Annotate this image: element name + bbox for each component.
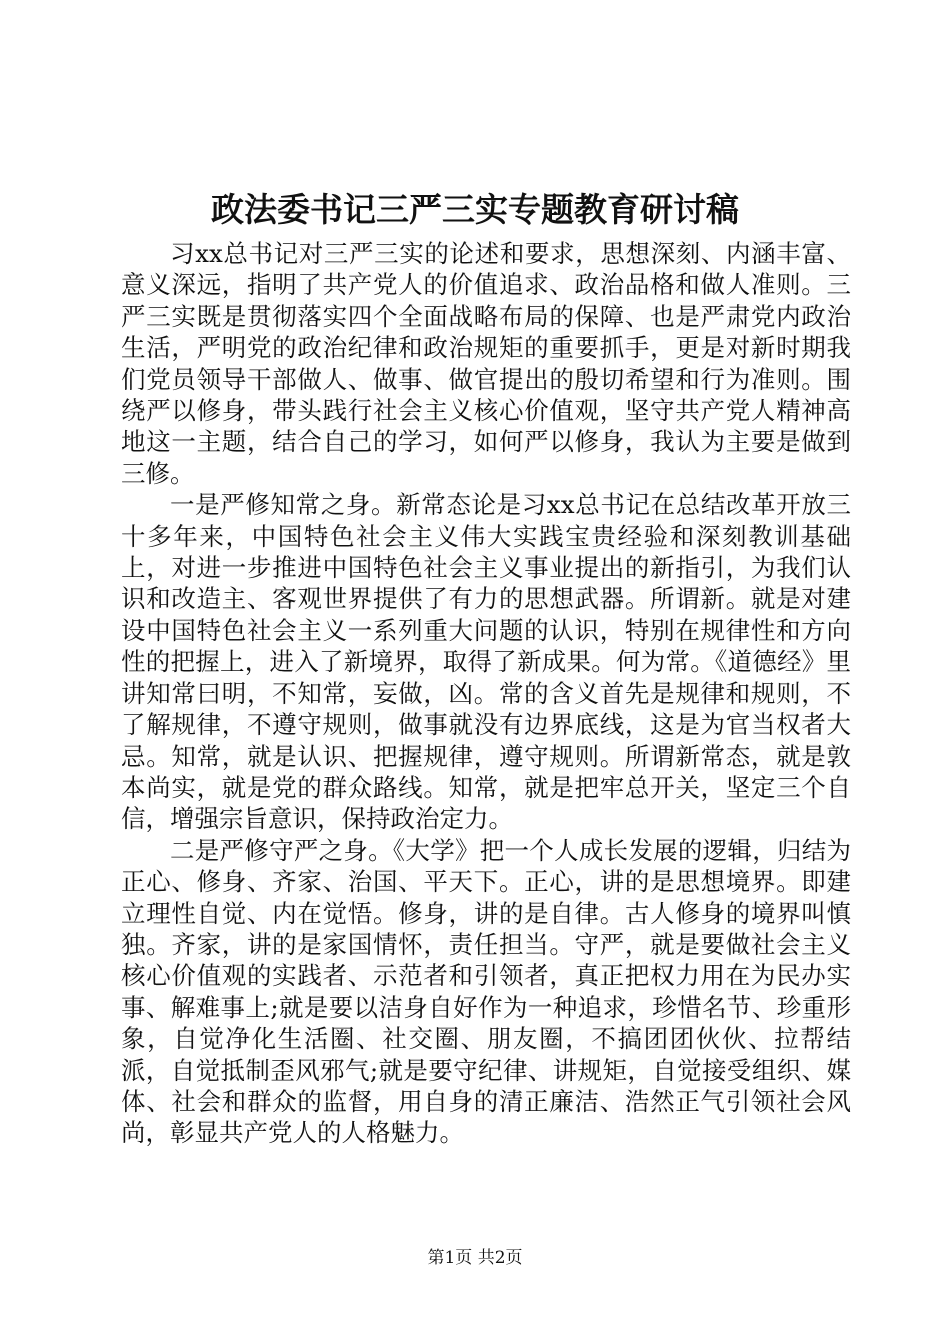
document-body (121, 238, 851, 1149)
body-paragraph: 二是严修守严之身。《大学》把一个人成长发展的逻辑，归结为正心、修身、齐家、治国、平天下。正心，讲的是思想境界。即建立理性自觉、内在觉悟。修身，讲的是自律。古人修身的境界叫慎独。齐家，讲的是家国情怀，责任担当。守严，就是要做社会主义核心价值观的实践者、示范者和引领者，真正把权力用在为民办实事、解难事上;就是要以洁身自好作为一种追求，珍惜名节、珍重形象，自觉净化生活圈、社交圈、朋友圈，不搞团团伙伙、拉帮结派，自觉抵制歪风邪气;就是要守纪律、讲规矩，自觉接受组织、媒体、社会和群众的监督，用自身的清正廉洁、浩然正气引领社会风尚，彰显共产党人的人格魅力。 (121, 835, 851, 1148)
body-paragraph: 习xx总书记对三严三实的论述和要求，思想深刻、内涵丰富、意义深远，指明了共产党人的价值追求、政治品格和做人准则。三严三实既是贯彻落实四个全面战略布局的保障、也是严肃党内政治生活，严明党的政治纪律和政治规矩的重要抓手，更是对新时期我们党员领导干部做人、做事、做官提出的殷切希望和行为准则。围绕严以修身，带头践行社会主义核心价值观，坚守共产党人精神高地这一主题，结合自己的学习，如何严以修身，我认为主要是做到三修。 (121, 239, 851, 488)
body-paragraph: 一是严修知常之身。新常态论是习xx总书记在总结改革开放三十多年来，中国特色社会主义伟大实践宝贵经验和深刻教训基础上，对进一步推进中国特色社会主义事业提出的新指引，为我们认识和改造主、客观世界提供了有力的思想武器。所谓新。就是对建设中国特色社会主义一系列重大问题的认识，特别在规律性和方向性的把握上，进入了新境界，取得了新成果。何为常。《道德经》里讲知常曰明，不知常，妄做，凶。常的含义首先是规律和规则，不了解规律，不遵守规则，做事就没有边界底线，这是为官当权者大忌。知常，就是认识、把握规律，遵守规则。所谓新常态，就是敦本尚实，就是党的群众路线。知常，就是把牢总开关，坚定三个自信，增强宗旨意识，保持政治定力。 (121, 490, 851, 834)
document-title: 政法委书记三严三实专题教育研讨稿 (211, 190, 739, 229)
page-footer: 第1页 共2页 (427, 1248, 523, 1268)
